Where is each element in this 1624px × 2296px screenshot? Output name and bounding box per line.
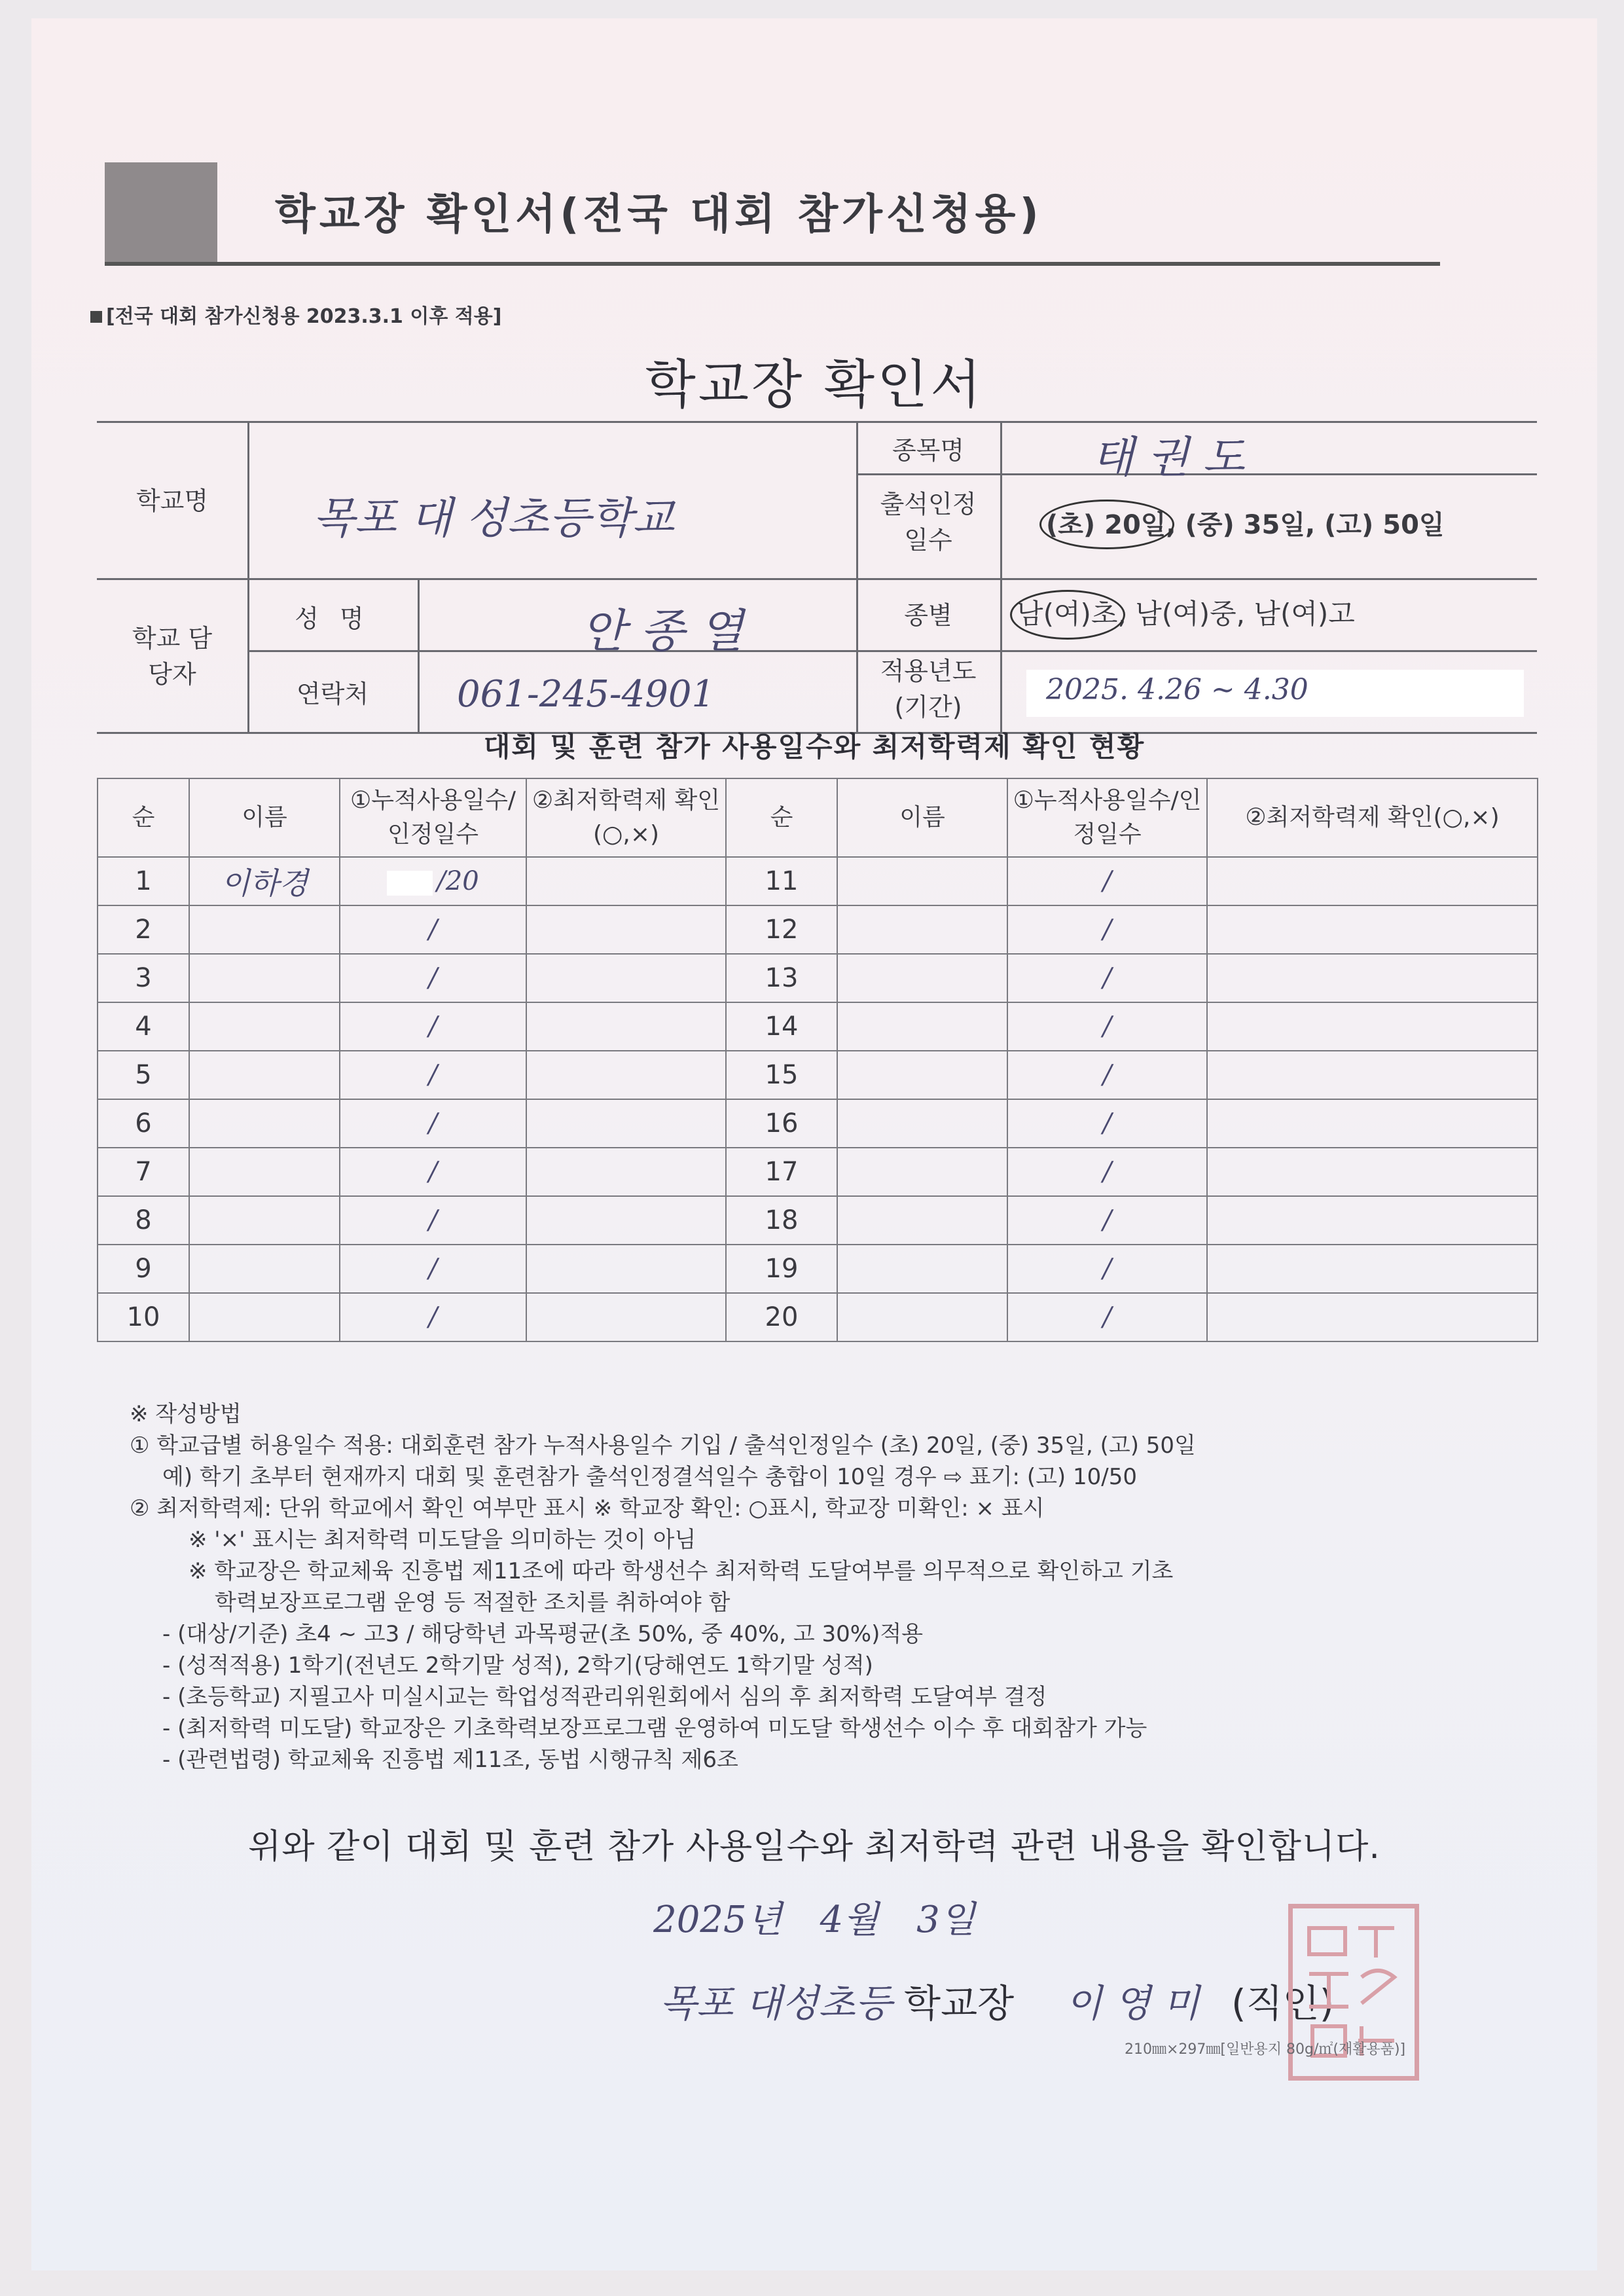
- table-row: [98, 1245, 1538, 1293]
- table-row: [98, 1051, 1538, 1099]
- row-name: [837, 1099, 1007, 1148]
- contact-value: 061-245-4901: [457, 673, 715, 716]
- row-days: /: [340, 1148, 526, 1196]
- note-line: ① 학교급별 허용일수 적용: 대회훈련 참가 누적사용일수 기입 / 출석인정일수 (초) 20일, (중) 35일, (고) 50일: [130, 1432, 1196, 1459]
- row-name: [837, 1293, 1007, 1341]
- row-number: 12: [726, 905, 837, 954]
- banner-title: 학교장 확인서(전국 대회 참가신청용): [275, 191, 1043, 239]
- row-number: 20: [726, 1293, 837, 1341]
- gender-label: 종별: [904, 601, 952, 630]
- row-name: [189, 1196, 340, 1245]
- col-days: ①누적사용일수/인정일수: [340, 778, 526, 857]
- seal-label: (직인): [1231, 1981, 1335, 2026]
- row-days: /: [1007, 1002, 1207, 1051]
- row-days: /: [1007, 1099, 1207, 1148]
- note-line: ② 최저학력제: 단위 학교에서 확인 여부만 표시 ※ 학교장 확인: ○표시, 학교장 미확인: × 표시: [130, 1495, 1045, 1522]
- col-name: 이름: [837, 778, 1007, 857]
- row-name: [189, 954, 340, 1002]
- row-days: /: [1007, 1051, 1207, 1099]
- note-line: - (성적적용) 1학기(전년도 2학기말 성적), 2학기(당해연도 1학기말 성적): [162, 1652, 873, 1679]
- row-days: /: [340, 1245, 526, 1293]
- row-number: 19: [726, 1245, 837, 1293]
- row-name: 이하경: [189, 857, 340, 905]
- note-line: - (관련법령) 학교체육 진흥법 제11조, 동법 시행규칙 제6조: [162, 1747, 738, 1773]
- row-check: [1207, 905, 1538, 954]
- form-title: 학교장 확인서: [645, 354, 984, 415]
- section-title: 대회 및 훈련 참가 사용일수와 최저학력제 확인 현황: [483, 731, 1146, 763]
- table-row: [98, 1196, 1538, 1245]
- row-check: [526, 905, 726, 954]
- period-value: 2025. 4.26 ~ 4.30: [1046, 673, 1308, 706]
- col-check: ②최저학력제 확인(○,×): [526, 778, 726, 857]
- row-check: [526, 857, 726, 905]
- row-number: 17: [726, 1148, 837, 1196]
- row-number: 2: [98, 905, 189, 954]
- row-check: [1207, 1051, 1538, 1099]
- name-value: 안 종 열: [581, 604, 744, 658]
- row-days: /: [1007, 1148, 1207, 1196]
- rule: [418, 578, 420, 732]
- row-days: /: [340, 1002, 526, 1051]
- table-row: [98, 857, 1538, 905]
- row-name: [189, 1245, 340, 1293]
- gender-value: 남(여)초, 남(여)중, 남(여)고: [1017, 598, 1355, 630]
- attend-label: 출석인정 일수: [880, 490, 977, 555]
- row-check: [1207, 954, 1538, 1002]
- banner-rule: [105, 262, 1440, 266]
- date-day: 3일: [916, 1899, 975, 1941]
- col-check: ②최저학력제 확인(○,×): [1207, 778, 1538, 857]
- name-label: 성 명: [295, 604, 370, 633]
- banner-marker: [105, 162, 217, 262]
- signature-school: 목포 대성초등: [660, 1981, 892, 2026]
- subnote-text: [전국 대회 참가신청용 2023.3.1 이후 적용]: [106, 305, 502, 328]
- row-name: [189, 1099, 340, 1148]
- row-days: /: [340, 905, 526, 954]
- gender-circle-mark: [1010, 590, 1125, 640]
- table-row: [98, 905, 1538, 954]
- rule: [1000, 421, 1002, 732]
- note-line: ※ '×' 표시는 최저학력 미도달을 의미하는 것이 아님: [189, 1527, 696, 1553]
- row-check: [526, 1099, 726, 1148]
- col-name: 이름: [189, 778, 340, 857]
- row-check: [526, 1002, 726, 1051]
- row-check: [1207, 1148, 1538, 1196]
- row-name: [837, 857, 1007, 905]
- paper-spec-footnote: 210㎜×297㎜[일반용지 80g/㎡(재활용품)]: [1125, 2041, 1406, 2058]
- row-name: [837, 905, 1007, 954]
- row-days: /: [340, 1293, 526, 1341]
- signature-line: [660, 1973, 1334, 2028]
- row-number: 11: [726, 857, 837, 905]
- table-row: [98, 954, 1538, 1002]
- row-days-value: /20: [437, 866, 479, 896]
- row-name: [189, 905, 340, 954]
- signature-name: 이 영 미: [1065, 1981, 1200, 2026]
- sport-label: 종목명: [892, 436, 965, 465]
- row-number: 18: [726, 1196, 837, 1245]
- row-number: 13: [726, 954, 837, 1002]
- confirmation-statement: 위와 같이 대회 및 훈련 참가 사용일수와 최저학력 관련 내용을 확인합니다.: [248, 1827, 1380, 1867]
- row-name: [837, 1196, 1007, 1245]
- row-name: [189, 1002, 340, 1051]
- school-label: 학교명: [135, 486, 209, 515]
- row-name: [837, 954, 1007, 1002]
- row-number: 10: [98, 1293, 189, 1341]
- period-label: 적용년도 (기간): [880, 657, 977, 722]
- row-days: /: [1007, 954, 1207, 1002]
- table-row: [98, 1002, 1538, 1051]
- usage-table: [97, 778, 1537, 1342]
- row-name: [837, 1002, 1007, 1051]
- row-number: 14: [726, 1002, 837, 1051]
- row-check: [1207, 1245, 1538, 1293]
- row-days: /: [1007, 905, 1207, 954]
- redaction-mark: [387, 871, 433, 896]
- row-days: /: [340, 1196, 526, 1245]
- row-days: /: [1007, 1196, 1207, 1245]
- note-line: ※ 학교장은 학교체육 진흥법 제11조에 따라 학생선수 최저학력 도달여부를 의무적으로 확인하고 기초: [189, 1558, 1174, 1584]
- sport-value: 태 권 도: [1092, 432, 1245, 483]
- row-check: [526, 1196, 726, 1245]
- row-days: /: [1007, 857, 1207, 905]
- row-name: [189, 1293, 340, 1341]
- note-line: - (대상/기준) 초4 ~ 고3 / 해당학년 과목평균(초 50%, 중 40%, 고 30%)적용: [162, 1621, 924, 1647]
- row-number: 5: [98, 1051, 189, 1099]
- date-year: 2025년: [653, 1899, 782, 1941]
- row-number: 3: [98, 954, 189, 1002]
- col-days: ①누적사용일수/인정일수: [1007, 778, 1207, 857]
- row-number: 4: [98, 1002, 189, 1051]
- row-check: [526, 1293, 726, 1341]
- banner: [105, 162, 1440, 267]
- form-subnote: [90, 300, 501, 329]
- date-month: 4월: [820, 1899, 879, 1941]
- row-check: [1207, 857, 1538, 905]
- signature-title: 학교장: [904, 1981, 1015, 2026]
- row-number: 6: [98, 1099, 189, 1148]
- row-name: [837, 1148, 1007, 1196]
- table-row: [98, 1099, 1538, 1148]
- rule: [247, 650, 1537, 652]
- row-days: [340, 857, 526, 905]
- row-check: [1207, 1099, 1538, 1148]
- row-number: 16: [726, 1099, 837, 1148]
- usage-header-row: [98, 778, 1538, 857]
- row-number: 9: [98, 1245, 189, 1293]
- row-check: [1207, 1196, 1538, 1245]
- row-check: [526, 1148, 726, 1196]
- table-row: [98, 1293, 1538, 1341]
- table-row: [98, 1148, 1538, 1196]
- manager-label: 학교 담당자: [132, 624, 213, 689]
- row-number: 8: [98, 1196, 189, 1245]
- note-line: 학력보장프로그램 운영 등 적절한 조치를 취하여야 함: [215, 1590, 731, 1616]
- instructions: [130, 1398, 1537, 1776]
- school-value: 목포 대 성초등학교: [313, 493, 675, 543]
- row-days: /: [340, 954, 526, 1002]
- note-line: - (최저학력 미도달) 학교장은 기초학력보장프로그램 운영하여 미도달 학생선수 이수 후 대회참가 가능: [162, 1715, 1147, 1741]
- row-check: [1207, 1002, 1538, 1051]
- document-page: [31, 18, 1597, 2270]
- row-number: 1: [98, 857, 189, 905]
- row-check: [526, 1051, 726, 1099]
- row-name: [189, 1051, 340, 1099]
- row-days: /: [340, 1051, 526, 1099]
- contact-label: 연락처: [296, 680, 369, 708]
- row-name: [189, 1148, 340, 1196]
- rule: [97, 578, 1537, 580]
- row-days: /: [1007, 1293, 1207, 1341]
- note-line: ※ 작성방법: [130, 1401, 242, 1427]
- row-days: /: [1007, 1245, 1207, 1293]
- rule: [97, 421, 1537, 423]
- row-check: [1207, 1293, 1538, 1341]
- attend-value: (초) 20일, (중) 35일, (고) 50일: [1046, 510, 1445, 540]
- row-days: /: [340, 1099, 526, 1148]
- row-check: [526, 1245, 726, 1293]
- col-num: 순: [726, 778, 837, 857]
- note-line: 예) 학기 초부터 현재까지 대회 및 훈련참가 출석인정결석일수 총합이 10일 경우 ⇨ 표기: (고) 10/50: [162, 1464, 1137, 1490]
- row-name: [837, 1245, 1007, 1293]
- row-name: [837, 1051, 1007, 1099]
- row-check: [526, 954, 726, 1002]
- row-number: 15: [726, 1051, 837, 1099]
- col-num: 순: [98, 778, 189, 857]
- attend-circle-mark: [1039, 500, 1174, 549]
- note-line: - (초등학교) 지필고사 미실시교는 학업성적관리위원회에서 심의 후 최저학력 도달여부 결정: [162, 1684, 1047, 1710]
- row-number: 7: [98, 1148, 189, 1196]
